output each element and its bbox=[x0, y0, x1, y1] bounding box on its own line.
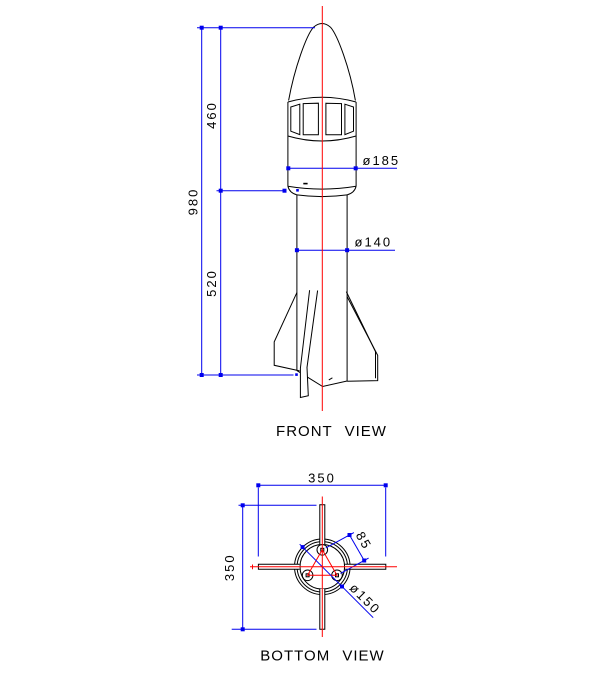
bottom-view bbox=[222, 471, 397, 665]
right-fin-inner-edge bbox=[347, 297, 378, 382]
front-view-label: FRONT VIEW bbox=[276, 423, 387, 440]
dim-text-350-left: 350 bbox=[222, 553, 237, 582]
dim-text-dia140: ø140 bbox=[354, 234, 393, 250]
dim-text-460: 460 bbox=[204, 101, 219, 129]
dim-text-980: 980 bbox=[185, 187, 201, 216]
dim-text-520: 520 bbox=[204, 269, 219, 297]
window-right-outer bbox=[345, 104, 354, 134]
back-fin-tick bbox=[329, 378, 333, 380]
right-fin-outer-edge bbox=[346, 292, 375, 379]
bottom-view-label: BOTTOM VIEW bbox=[260, 647, 385, 665]
bottom-view-dimensions bbox=[222, 471, 388, 632]
dim-line-dia150 bbox=[300, 544, 374, 618]
front-view bbox=[186, 6, 401, 440]
window-left-outer bbox=[291, 104, 300, 134]
window-right-inner bbox=[326, 103, 342, 135]
dim-text-350-top: 350 bbox=[308, 470, 336, 486]
left-fin bbox=[274, 293, 299, 371]
front-view-dimensions bbox=[186, 26, 401, 377]
dim-text-dia185: ø185 bbox=[362, 152, 401, 168]
front-view-rocket-outline bbox=[274, 24, 378, 398]
dim-text-dia150: ø150 bbox=[346, 580, 384, 618]
dim-text-85: 85 bbox=[352, 529, 376, 553]
dimension-end-markers bbox=[200, 26, 358, 377]
window-left-inner bbox=[303, 103, 318, 135]
